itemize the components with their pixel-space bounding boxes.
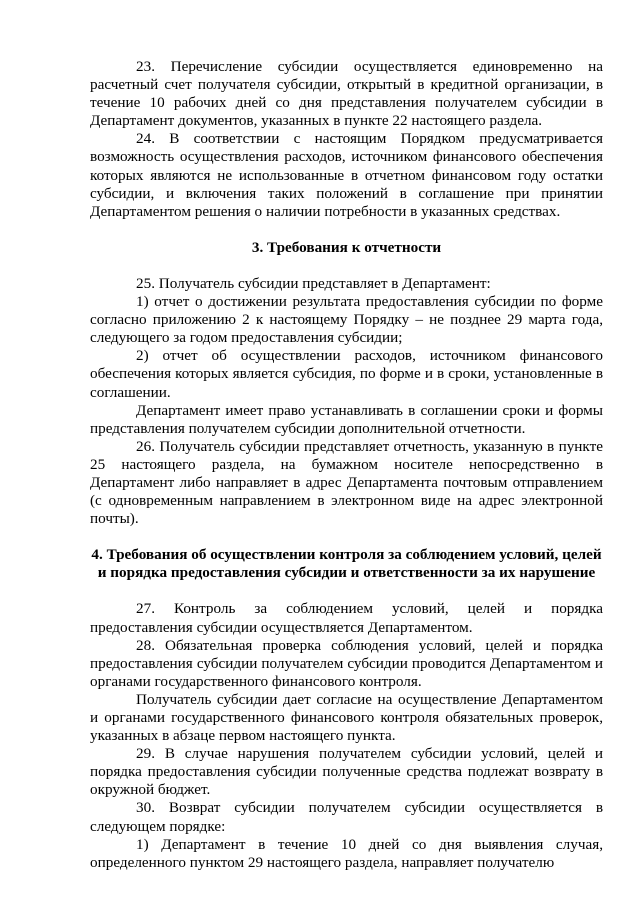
paragraph-23: 23. Перечисление субсидии осуществляется единовременно на расчетный счет получателя субсидии, открытый в кредитной организации, в течение 10 рабочих дней со дня представления получателем субсидии в Департамент документов, указанных в пункте 22 настоящего раздела. [90,58,603,130]
paragraph-25: 25. Получатель субсидии представляет в Департамент: [136,274,491,292]
paragraph-25-item-1: 1) отчет о достижении результата предоставления субсидии по форме согласно приложению 2 к настоящему Порядку – не позднее 29 марта года, следующего за годом предоставления субсидии; [90,293,603,347]
paragraph-24: 24. В соответствии с настоящим Порядком предусматривается возможность осуществления расходов, источником финансового обеспечения которых являются не использованные в отчетном финансовом году остатки субсидии, и включения таких положений в соглашение при принятии Департаментом решения о наличии потребности в указанных средствах. [90,130,603,220]
document-page [90,58,603,872]
paragraph-26: 26. Получатель субсидии представляет отчетность, указанную в пункте 25 настоящего раздела, на бумажном носителе непосредственно в Департамент либо направляет в адрес Департамента почтовым отправлением (с одновременным направлением в электронном виде на адрес электронной почты). [90,437,603,528]
paragraph-28-consent: Получатель субсидии дает согласие на осуществление Департаментом и органами государственного финансового контроля обязательных проверок, указанных в абзаце первом настоящего пункта. [90,690,603,745]
section-3-heading: 3. Требования к отчетности [251,238,442,256]
paragraph-30: 30. Возврат субсидии получателем субсидии осуществляется в следующем порядке: [90,799,603,835]
paragraph-25-item-2: 2) отчет об осуществлении расходов, источником финансового обеспечения которых является субсидия, по форме и в сроки, установленные в соглашении. [90,347,603,401]
paragraph-30-item-1: 1) Департамент в течение 10 дней со дня выявления случая, определенного пунктом 29 настоящего раздела, направляет получателю [90,835,603,871]
paragraph-29: 29. В случае нарушения получателем субсидии условий, целей и порядка предоставления субсидии полученные средства подлежат возврату в окружной бюджет. [90,745,603,799]
paragraph-25-note: Департамент имеет право устанавливать в соглашении сроки и формы представления получателем субсидии дополнительной отчетности. [90,401,603,437]
paragraph-28: 28. Обязательная проверка соблюдения условий, целей и порядка предоставления субсидии получателем субсидии проводится Департаментом и органами государственного финансового контроля. [90,636,603,690]
section-4-heading: 4. Требования об осуществлении контроля за соблюдением условий, целей и порядка предоставления субсидии и ответственности за их нарушение [91,546,602,582]
paragraph-27: 27. Контроль за соблюдением условий, целей и порядка предоставления субсидии осуществляется Департаментом. [90,600,603,636]
